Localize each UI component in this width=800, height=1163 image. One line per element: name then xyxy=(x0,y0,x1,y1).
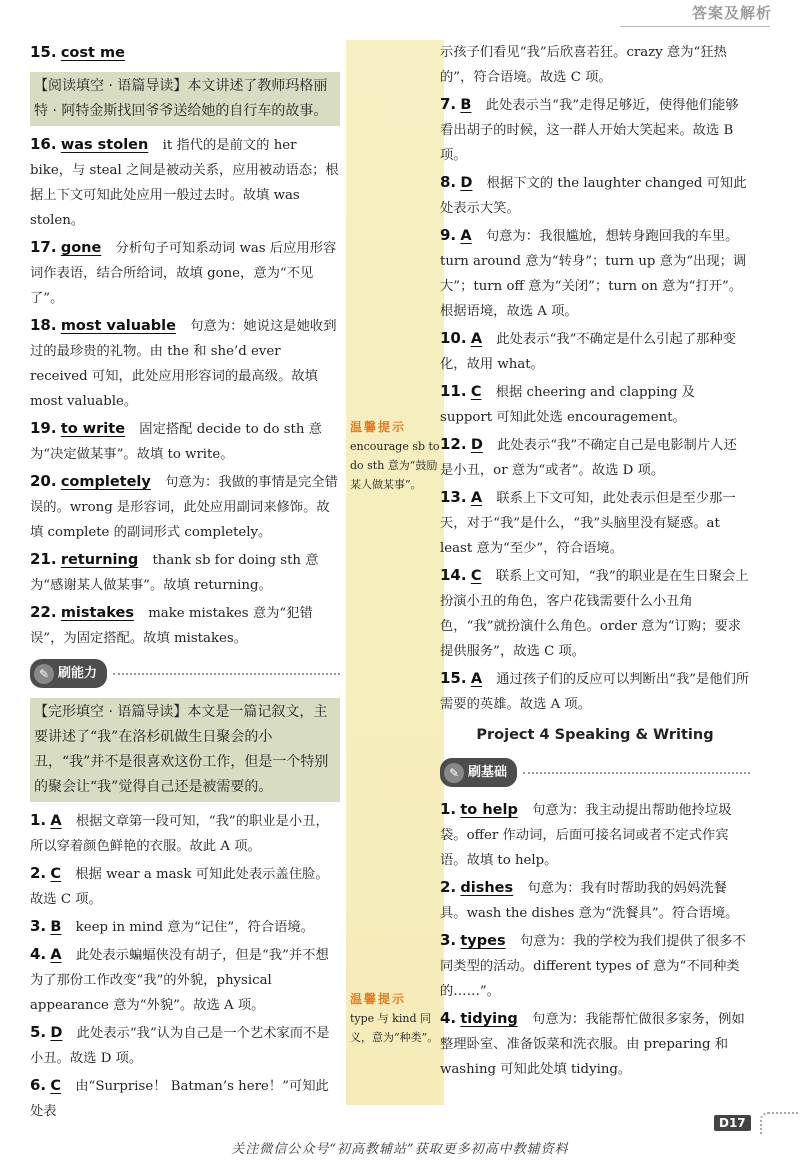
tip-label: 温馨提示 xyxy=(350,992,407,1006)
item-number: 2. xyxy=(440,878,457,896)
answer-item-continued xyxy=(440,40,750,90)
pen-icon: ✎ xyxy=(444,763,464,783)
answer-item xyxy=(440,875,750,926)
item-answer: D xyxy=(470,437,483,453)
item-answer: dishes xyxy=(460,880,514,896)
item-number: 12. xyxy=(440,435,467,453)
item-answer: was stolen xyxy=(60,137,149,153)
right-column xyxy=(440,40,750,1084)
answer-item xyxy=(440,432,750,483)
item-explanation: 通过孩子们的反应可以判断出“我”是他们所需要的英雄。故选 A 项。 xyxy=(440,672,750,712)
answer-item xyxy=(440,379,750,430)
project-title: Project 4 Speaking & Writing xyxy=(476,727,714,743)
answer-item xyxy=(440,223,750,324)
corner-decoration xyxy=(760,1112,798,1134)
section-label: 刷基础 xyxy=(468,765,508,780)
answer-item xyxy=(440,326,750,377)
item-explanation: 示孩子们看见“我”后欣喜若狂。crazy 意为“狂热的”，符合语境。故选 C 项。 xyxy=(440,45,727,85)
item-answer: C xyxy=(470,568,482,584)
reading-guide: 【阅读填空 · 语篇导读】本文讲述了教师玛格丽特 · 阿特金斯找回爷爷送给她的自行车的故事。 xyxy=(30,72,340,126)
item-explanation: 此处表示“我”认为自己是一个艺术家而不是小丑。故选 D 项。 xyxy=(30,1026,330,1066)
item-explanation: 句意为：我有时帮助我的妈妈洗餐具。wash the dishes 意为“洗餐具”。符合语境。 xyxy=(440,881,739,921)
item-explanation: thank sb for doing sth 意为“感谢某人做某事”。故填 returning。 xyxy=(30,553,319,593)
item-explanation: 根据下文的 the laughter changed 可知此处表示大笑。 xyxy=(440,176,747,216)
item-explanation: it 指代的是前文的 her bike，与 steal 之间是被动关系，应用被动语态；根据上下文可知此处应用一般过去时。故填 was stolen。 xyxy=(30,138,339,228)
item-number: 11. xyxy=(440,382,467,400)
item-number: 21. xyxy=(30,550,57,568)
answer-item xyxy=(440,797,750,873)
item-answer: C xyxy=(50,866,62,882)
header-title: 答案及解析 xyxy=(691,4,772,22)
item-explanation: 联系上文可知，“我”的职业是在生日聚会上扮演小丑的角色，客户花钱需要什么小丑角色，“我”就扮演什么角色。order 意为“订购；要求提供服务”，故选 C 项。 xyxy=(440,569,749,659)
item-answer: A xyxy=(470,490,483,506)
item-answer: B xyxy=(50,919,62,935)
cloze-guide: 【完形填空 · 语篇导读】本文是一篇记叙文，主要讲述了“我”在洛杉矶做生日聚会的小丑，“我”并不是很喜欢这份工作，但是一个特别的聚会让“我”觉得自己还是被需要的。 xyxy=(30,698,340,802)
left-column xyxy=(30,40,340,1126)
item-answer: completely xyxy=(60,474,151,490)
item-explanation: 联系上下文可知，此处表示但是至少那一天，对于“我”是什么，“我”头脑里没有疑惑。at least 意为“至少”，符合语境。 xyxy=(440,491,736,556)
item-answer: cost me xyxy=(60,45,125,61)
item-explanation: 此处表示“我”不确定自己是电影制片人还是小丑，or 意为“或者”。故选 D 项。 xyxy=(440,438,737,478)
item-explanation: 固定搭配 decide to do sth 意为“决定做某事”。故填 to write。 xyxy=(30,422,322,462)
item-explanation: 此处表示“我”不确定是什么引起了那种变化，故用 what。 xyxy=(440,332,736,372)
footer-note: 关注微信公众号“初高教辅站”获取更多初高中教辅资料 xyxy=(231,1142,569,1157)
item-number: 10. xyxy=(440,329,467,347)
answer-item xyxy=(440,666,750,717)
answer-item xyxy=(440,928,750,1004)
item-answer: A xyxy=(470,331,483,347)
item-number: 22. xyxy=(30,603,57,621)
item-number: 2. xyxy=(30,864,47,882)
item-answer: to write xyxy=(60,421,126,437)
answer-item xyxy=(30,942,340,1018)
item-explanation: 分析句子可知系动词 was 后应用形容词作表语，结合所给词，故填 gone，意为“不见了”。 xyxy=(30,241,337,306)
item-answer: A xyxy=(50,813,62,829)
dotted-divider xyxy=(113,672,340,675)
item-answer: D xyxy=(460,175,473,191)
item-number: 5. xyxy=(30,1023,47,1041)
answer-item xyxy=(440,563,750,664)
item-number: 20. xyxy=(30,472,57,490)
item-explanation: make mistakes 意为“犯错误”，为固定搭配。故填 mistakes。 xyxy=(30,606,313,646)
answer-item xyxy=(30,40,340,66)
item-number: 4. xyxy=(30,945,47,963)
item-answer: gone xyxy=(60,240,102,256)
item-number: 18. xyxy=(30,316,57,334)
item-number: 13. xyxy=(440,488,467,506)
item-explanation: 根据 cheering and clapping 及 support 可知此处选 encouragement。 xyxy=(440,385,695,425)
item-number: 9. xyxy=(440,226,457,244)
section-header xyxy=(30,659,340,688)
answer-item xyxy=(30,416,340,467)
tip-sidebar xyxy=(346,40,444,1105)
pen-icon: ✎ xyxy=(34,664,54,684)
item-answer: D xyxy=(50,1025,63,1041)
section-badge xyxy=(30,659,107,688)
answer-item xyxy=(30,861,340,912)
header-rule xyxy=(620,26,770,27)
item-number: 7. xyxy=(440,95,457,113)
item-number: 15. xyxy=(440,669,467,687)
item-number: 1. xyxy=(30,811,47,829)
dotted-divider xyxy=(523,771,750,774)
section-badge xyxy=(440,758,517,787)
item-explanation: 句意为：我能帮忙做很多家务，例如整理卧室、准备饭菜和洗衣服。由 preparing 和 washing 可知此处填 tidying。 xyxy=(440,1012,745,1077)
item-number: 14. xyxy=(440,566,467,584)
answer-item xyxy=(30,914,340,940)
item-answer: most valuable xyxy=(60,318,176,334)
item-answer: A xyxy=(50,947,62,963)
answer-item xyxy=(30,1020,340,1071)
item-answer: returning xyxy=(60,552,139,568)
item-number: 1. xyxy=(440,800,457,818)
item-explanation: 此处表示蝙蝠侠没有胡子，但是“我”并不想为了那份工作改变“我”的外貌，physical appearance 意为“外貌”。故选 A 项。 xyxy=(30,948,329,1013)
page-number: D17 xyxy=(714,1115,751,1131)
item-number: 15. xyxy=(30,43,57,61)
item-explanation: 句意为：我很尴尬，想转身跑回我的车里。turn around 意为“转身”；turn up 意为“出现；调大”；turn off 意为“关闭”；turn on 意为“打开”。根据语境，故选 A 项。 xyxy=(440,229,747,319)
item-answer: C xyxy=(50,1078,62,1094)
item-number: 17. xyxy=(30,238,57,256)
answer-item xyxy=(30,235,340,311)
item-number: 8. xyxy=(440,173,457,191)
item-explanation: 由“Surprise！ Batman’s here！”可知此处表 xyxy=(30,1079,329,1119)
item-answer: types xyxy=(460,933,506,949)
item-answer: to help xyxy=(460,802,518,818)
item-answer: mistakes xyxy=(60,605,134,621)
answer-item xyxy=(30,132,340,233)
item-number: 6. xyxy=(30,1076,47,1094)
item-number: 16. xyxy=(30,135,57,153)
item-explanation: 此处表示当“我”走得足够近，使得他们能够看出胡子的时候，这一群人开始大笑起来。故选 B 项。 xyxy=(440,98,739,163)
item-explanation: keep in mind 意为“记住”，符合语境。 xyxy=(75,920,314,935)
answer-item xyxy=(440,92,750,168)
item-answer: A xyxy=(460,228,472,244)
item-explanation: 句意为：我的学校为我们提供了很多不同类型的活动。different types of 意为“不同种类的……”。 xyxy=(440,934,746,999)
tip-label: 温馨提示 xyxy=(350,420,407,434)
tip-text: type 与 kind 同义，意为“种类”。 xyxy=(350,1012,439,1044)
answer-item xyxy=(30,547,340,598)
answer-item xyxy=(30,1073,340,1124)
item-answer: C xyxy=(470,384,482,400)
item-number: 3. xyxy=(440,931,457,949)
item-answer: A xyxy=(470,671,483,687)
item-explanation: 句意为：我做的事情是完全错误的。wrong 是形容词，此处应用副词来修饰。故填 complete 的副词形式 completely。 xyxy=(30,475,338,540)
answer-item xyxy=(30,808,340,859)
answer-item xyxy=(440,485,750,561)
item-answer: B xyxy=(460,97,472,113)
answer-item xyxy=(440,170,750,221)
section-label: 刷能力 xyxy=(58,666,98,681)
tip-box xyxy=(350,990,440,1047)
answer-item xyxy=(30,469,340,545)
item-number: 3. xyxy=(30,917,47,935)
item-explanation: 根据文章第一段可知，“我”的职业是小丑，所以穿着颜色鲜艳的衣服。故此 A 项。 xyxy=(30,814,329,854)
item-explanation: 根据 wear a mask 可知此处表示盖住脸。故选 C 项。 xyxy=(30,867,329,907)
section-header xyxy=(440,758,750,787)
answer-item xyxy=(440,1006,750,1082)
answer-item xyxy=(30,600,340,651)
tip-box xyxy=(350,418,440,494)
item-explanation: 句意为：她说这是她收到过的最珍贵的礼物。由 the 和 she’d ever received 可知，此处应用形容词的最高级。故填 most valuable。 xyxy=(30,319,337,409)
tip-text: encourage sb to do sth 意为“鼓励某人做某事”。 xyxy=(350,440,440,491)
item-answer: tidying xyxy=(460,1011,518,1027)
item-number: 4. xyxy=(440,1009,457,1027)
answer-item xyxy=(30,313,340,414)
item-number: 19. xyxy=(30,419,57,437)
item-explanation: 句意为：我主动提出帮助他拎垃圾袋。offer 作动词，后面可接名词或者不定式作宾语。故填 to help。 xyxy=(440,803,732,868)
